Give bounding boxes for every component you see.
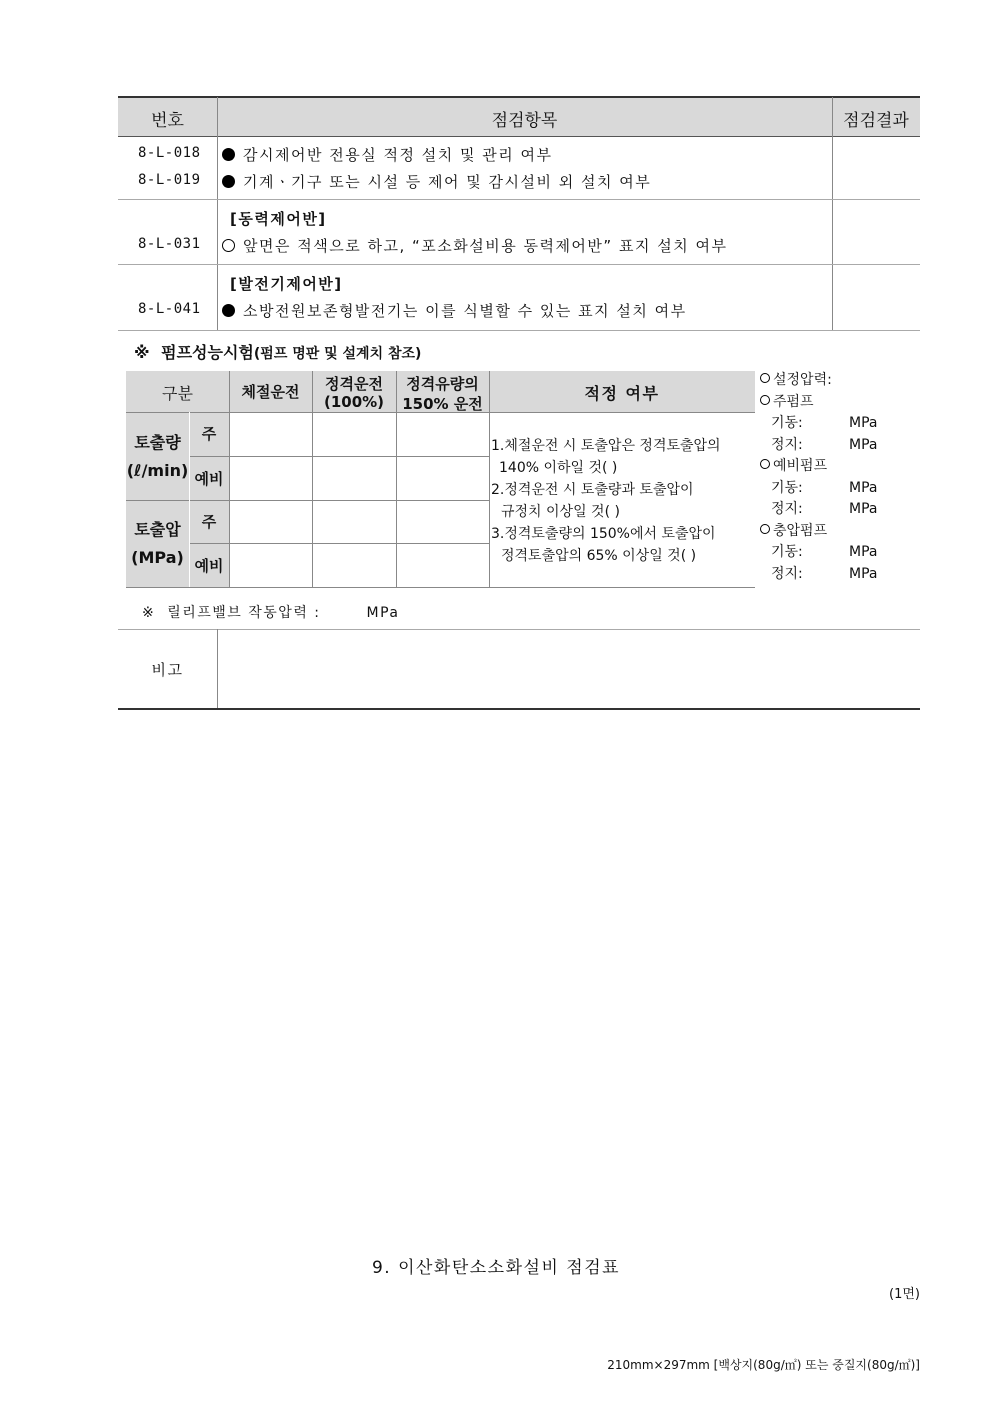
list-item: 소방전원보존형발전기는 이를 식별할 수 있는 표지 설치 여부	[222, 300, 687, 321]
document-title: 9. 이산화탄소소화설비 점검표	[371, 1258, 621, 1278]
list-item: 감시제어반 전용실 적정 설치 및 관리 여부	[222, 144, 552, 165]
section-label: [발전기제어반]	[230, 275, 343, 293]
spare-pump-label: 예비	[194, 557, 224, 575]
filled-circle-icon	[222, 175, 235, 188]
circle-bullet-icon	[760, 373, 770, 383]
pump-test-title: ※ 펌프성능시험(펌프 명판 및 설계치 참조)	[134, 343, 422, 362]
filled-circle-icon	[222, 148, 235, 161]
pump-col-ok: 적정 여부	[584, 384, 660, 403]
item-number: 8-L-031	[138, 236, 201, 252]
main-pump-label: 주	[201, 425, 217, 443]
spare-pump-label: 예비	[194, 470, 224, 488]
page-indicator: (1면)	[889, 1287, 920, 1302]
open-circle-icon	[222, 239, 235, 252]
circle-bullet-icon	[760, 524, 770, 534]
circle-bullet-icon	[760, 395, 770, 405]
item-number: 8-L-019	[138, 172, 201, 188]
col-header-item: 점검항목	[491, 111, 558, 131]
item-number: 8-L-041	[138, 301, 201, 317]
circle-bullet-icon	[760, 459, 770, 469]
filled-circle-icon	[222, 304, 235, 317]
list-item: 앞면은 적색으로 하고, “포소화설비용 동력제어반” 표지 설치 여부	[222, 235, 727, 256]
main-pump-label: 주	[201, 513, 217, 531]
pump-col-gubun: 구분	[162, 384, 193, 403]
pump-col-churn: 체절운전	[241, 383, 300, 401]
list-item: 기계ㆍ기구 또는 시설 등 제어 및 감시설비 외 설치 여부	[222, 171, 651, 192]
col-header-number: 번호	[151, 111, 184, 131]
criteria-text: 1.체절운전 시 토출압은 정격토출압의 140% 이하일 것( ) 2.정격운전 시 토출량과 토출압이 규정치 이상일 것( ) 3.정격토출량의 150%에서 토출압이 정격토출압의 65% 이상일 것( )	[491, 438, 721, 564]
pump-col-rated: 정격운전 (100%)	[323, 375, 385, 411]
section-label: [동력제어반]	[230, 210, 327, 228]
paper-spec: 210mm×297mm [백상지(80g/㎡) 또는 중질지(80g/㎡)]	[607, 1358, 920, 1372]
pump-col-150: 정격유량의 150% 운전	[402, 375, 483, 413]
flow-label: 토출량 (ℓ/min)	[126, 433, 189, 480]
settings-panel: 설정압력: 주펌프 기동: MPa 정지: MPa 예비펌프 기동: MPa 정지: MPa 충압펌프 기동: MPa 정지: MPa	[760, 370, 877, 585]
relief-valve-line: ※ 릴리프밸브 작동압력 : MPa	[142, 605, 400, 621]
pressure-label: 토출압 (MPa)	[131, 520, 184, 567]
remarks-label: 비고	[151, 661, 184, 679]
col-header-result: 점검결과	[843, 111, 909, 131]
item-number: 8-L-018	[138, 145, 201, 161]
